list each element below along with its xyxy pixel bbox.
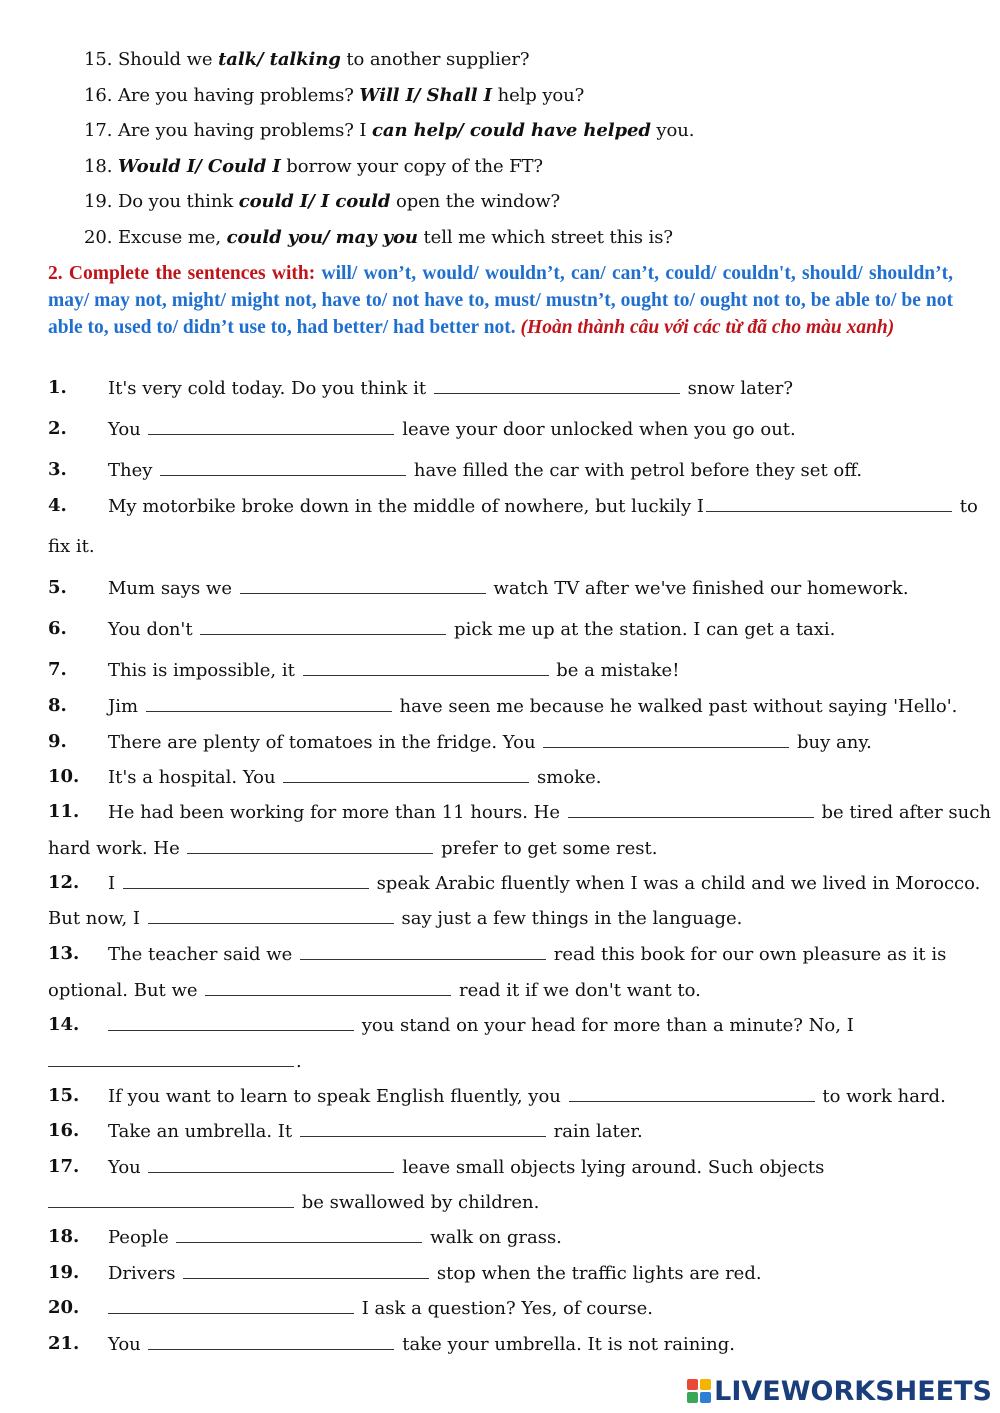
exercise-20 <box>108 1297 653 1320</box>
liveworksheets-logo-icon <box>686 1378 712 1404</box>
choice-options: can help/ could have helped <box>372 120 651 141</box>
answer-blank[interactable] <box>148 1333 394 1350</box>
logo-text: LIVEWORKSHEETS <box>714 1375 992 1407</box>
answer-blank[interactable] <box>148 1156 394 1173</box>
exercise-number: 11. <box>48 801 80 822</box>
answer-blank[interactable] <box>303 659 549 676</box>
answer-blank[interactable] <box>205 979 451 996</box>
exercise-number: 18. <box>48 1226 80 1247</box>
sentence-text: speak Arabic fluently when I was a child and we lived in Morocco. <box>370 873 981 894</box>
exercise-2 <box>108 418 796 441</box>
answer-blank[interactable] <box>123 872 369 889</box>
exercise-14-continued <box>48 1050 302 1073</box>
exercise-number: 4. <box>48 495 67 516</box>
answer-blank[interactable] <box>300 1120 546 1137</box>
sentence-text: Take an umbrella. It <box>108 1121 298 1142</box>
exercise-6 <box>108 618 835 641</box>
answer-blank[interactable] <box>108 1014 354 1031</box>
exercise-17 <box>108 1156 824 1179</box>
exercise-15 <box>108 1085 946 1108</box>
answer-blank[interactable] <box>187 837 433 854</box>
exercise-number: 14. <box>48 1014 80 1035</box>
exercise-number: 17. <box>48 1156 80 1177</box>
answer-blank[interactable] <box>543 731 789 748</box>
item-text: 19. Do you think <box>84 191 239 212</box>
exercise-number: 3. <box>48 459 67 480</box>
sentence-text: You <box>108 1157 147 1178</box>
sentence-text: If you want to learn to speak English fluently, you <box>108 1086 567 1107</box>
exercise-16 <box>108 1120 643 1143</box>
sentence-text: They <box>108 460 159 481</box>
sentence-text: But now, I <box>48 908 146 929</box>
answer-blank[interactable] <box>300 943 546 960</box>
sentence-text: I <box>108 873 121 894</box>
exercise-13 <box>108 943 946 966</box>
sentence-text: take your umbrella. It is not raining. <box>396 1334 735 1355</box>
exercise-number: 8. <box>48 695 67 716</box>
sentence-text: I ask a question? Yes, of course. <box>356 1298 653 1319</box>
item-text: you. <box>650 120 695 141</box>
answer-blank[interactable] <box>146 695 392 712</box>
sentence-text: have filled the car with petrol before they set off. <box>408 460 863 481</box>
answer-blank[interactable] <box>568 801 814 818</box>
choice-options: talk/ talking <box>218 49 341 70</box>
part1-item-17 <box>84 120 694 142</box>
sentence-text: read this book for our own pleasure as it is <box>548 944 947 965</box>
part1-item-20 <box>84 227 673 249</box>
sentence-text: be tired after such <box>815 802 991 823</box>
exercise-number: 6. <box>48 618 67 639</box>
sentence-text: walk on grass. <box>424 1227 562 1248</box>
exercise-19 <box>108 1262 762 1285</box>
item-text: help you? <box>491 85 585 106</box>
sentence-text: stop when the traffic lights are red. <box>431 1263 762 1284</box>
sentence-text: The teacher said we <box>108 944 298 965</box>
sentence-text: People <box>108 1227 175 1248</box>
sentence-text: be swallowed by children. <box>296 1192 540 1213</box>
exercise-number: 13. <box>48 943 80 964</box>
sentence-text: You <box>108 419 147 440</box>
exercise-number: 1. <box>48 377 67 398</box>
item-text: borrow your copy of the FT? <box>280 156 543 177</box>
item-text: 15. Should we <box>84 49 219 70</box>
item-text: 20. Excuse me, <box>84 227 227 248</box>
exercise-9 <box>108 731 872 754</box>
item-text: 17. Are you having problems? I <box>84 120 373 141</box>
liveworksheets-logo <box>686 1375 992 1407</box>
choice-options: could you/ may you <box>226 227 418 248</box>
sentence-text: snow later? <box>681 378 794 399</box>
sentence-text: watch TV after we've finished our homework. <box>487 578 909 599</box>
sentence-text: say just a few things in the language. <box>395 908 743 929</box>
exercise-3 <box>108 459 862 482</box>
sentence-text: He had been working for more than 11 hours. He <box>108 802 566 823</box>
section2-label: 2. Complete the sentences with: <box>48 263 322 284</box>
exercise-number: 21. <box>48 1333 80 1354</box>
exercise-number: 20. <box>48 1297 80 1318</box>
sentence-text: Jim <box>108 696 144 717</box>
exercise-21 <box>108 1333 735 1356</box>
sentence-text: It's very cold today. Do you think it <box>108 378 432 399</box>
sentence-text: you stand on your head for more than a minute? No, I <box>356 1015 854 1036</box>
part1-item-18 <box>84 156 543 178</box>
sentence-text: Mum says we <box>108 578 238 599</box>
sentence-text: have seen me because he walked past without saying 'Hello'. <box>393 696 958 717</box>
sentence-text: leave your door unlocked when you go out. <box>396 419 796 440</box>
exercise-14 <box>108 1014 854 1037</box>
exercise-number: 12. <box>48 872 80 893</box>
answer-blank[interactable] <box>200 618 446 635</box>
exercise-10 <box>108 766 601 789</box>
choice-options: Would I/ Could I <box>117 156 281 177</box>
sentence-text: . <box>296 1051 302 1072</box>
choice-options: could I/ I could <box>238 191 391 212</box>
exercise-number: 16. <box>48 1120 80 1141</box>
sentence-text: read it if we don't want to. <box>453 980 701 1001</box>
exercise-12-continued <box>48 907 742 930</box>
answer-blank[interactable] <box>48 1050 294 1067</box>
answer-blank[interactable] <box>283 766 529 783</box>
exercise-number: 15. <box>48 1085 80 1106</box>
sentence-text: buy any. <box>791 732 872 753</box>
answer-blank[interactable] <box>148 907 394 924</box>
answer-blank[interactable] <box>183 1262 429 1279</box>
choice-options: Will I/ Shall I <box>359 85 492 106</box>
part1-item-16 <box>84 85 584 107</box>
exercise-number: 2. <box>48 418 67 439</box>
exercise-13-continued <box>48 979 701 1002</box>
sentence-text: It's a hospital. You <box>108 767 282 788</box>
sentence-text: leave small objects lying around. Such objects <box>396 1157 825 1178</box>
answer-blank[interactable] <box>160 459 406 476</box>
sentence-text: rain later. <box>547 1121 643 1142</box>
sentence-continuation: fix it. <box>48 536 95 557</box>
sentence-text: hard work. He <box>48 838 186 859</box>
answer-blank[interactable] <box>108 1297 354 1314</box>
answer-blank[interactable] <box>148 418 394 435</box>
sentence-text: prefer to get some rest. <box>435 838 658 859</box>
word-bank: will/ won’t, would/ wouldn’t, can/ can’t, could/ couldn't, should/ shouldn’t, may/ may not, might/ might not, have to/ not have to, must/ mustn’t, ought to/ ought not to, be able to/ be not able to, used to/ didn’t use to, had better/ had better not. <box>48 263 953 338</box>
answer-blank[interactable] <box>176 1226 422 1243</box>
answer-blank[interactable] <box>48 1191 294 1208</box>
answer-blank[interactable] <box>706 495 952 512</box>
sentence-text: There are plenty of tomatoes in the fridge. You <box>108 732 542 753</box>
exercise-5 <box>108 577 909 600</box>
sentence-text: Drivers <box>108 1263 182 1284</box>
part1-item-19 <box>84 191 560 213</box>
item-text: tell me which street this is? <box>417 227 673 248</box>
sentence-text: You <box>108 1334 147 1355</box>
sentence-text: to <box>954 496 978 517</box>
vietnamese-note: (Hoàn thành câu với các từ đã cho màu xanh) <box>520 317 895 338</box>
sentence-text: to work hard. <box>816 1086 946 1107</box>
sentence-text: You don't <box>108 619 199 640</box>
sentence-text: My motorbike broke down in the middle of nowhere, but luckily I <box>108 496 704 517</box>
exercise-number: 5. <box>48 577 67 598</box>
part1-item-15 <box>84 49 529 71</box>
sentence-text: optional. But we <box>48 980 204 1001</box>
sentence-text: be a mistake! <box>550 660 680 681</box>
exercise-12 <box>108 872 980 895</box>
sentence-text: pick me up at the station. I can get a taxi. <box>448 619 836 640</box>
exercise-11-continued <box>48 837 657 860</box>
item-text: 16. Are you having problems? <box>84 85 360 106</box>
answer-blank[interactable] <box>240 577 486 594</box>
section2-instructions <box>48 260 953 341</box>
exercise-number: 19. <box>48 1262 80 1283</box>
answer-blank[interactable] <box>569 1085 815 1102</box>
exercise-18 <box>108 1226 562 1249</box>
exercise-1 <box>108 377 793 400</box>
exercise-number: 7. <box>48 659 67 680</box>
item-text: to another supplier? <box>340 49 530 70</box>
exercise-number: 9. <box>48 731 67 752</box>
exercise-11 <box>108 801 991 824</box>
answer-blank[interactable] <box>434 377 680 394</box>
exercise-4 <box>108 495 978 518</box>
exercise-17-continued <box>48 1191 539 1214</box>
exercise-8 <box>108 695 957 718</box>
exercise-number: 10. <box>48 766 80 787</box>
item-text: 18. <box>84 156 118 177</box>
exercise-7 <box>108 659 679 682</box>
sentence-text: smoke. <box>531 767 602 788</box>
item-text: open the window? <box>390 191 561 212</box>
sentence-text: This is impossible, it <box>108 660 301 681</box>
